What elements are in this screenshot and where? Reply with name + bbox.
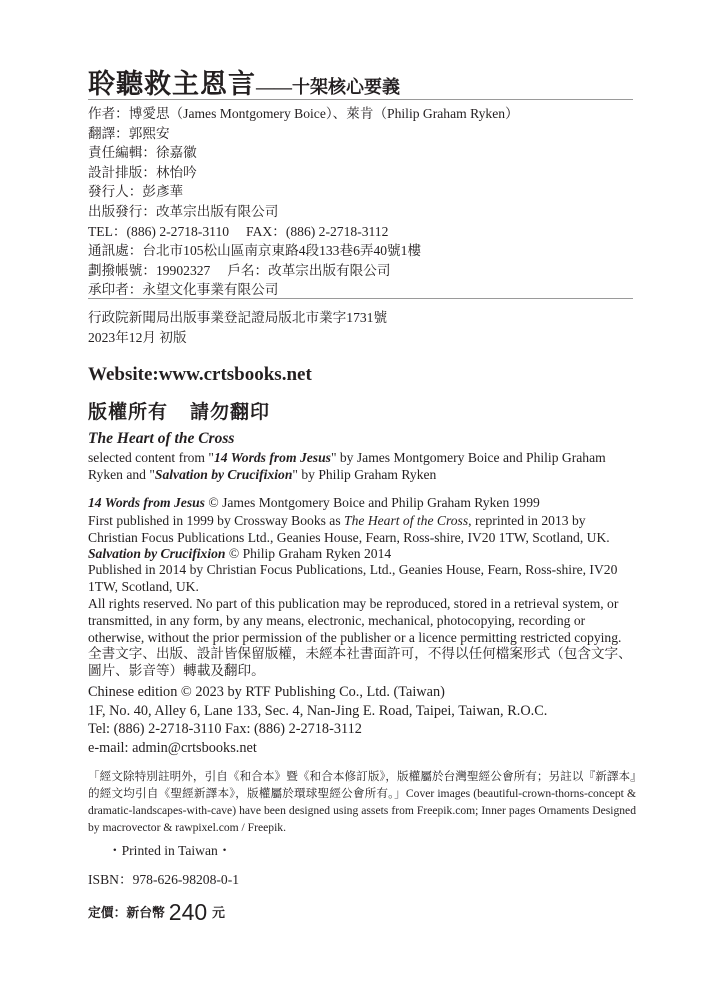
- selected-suffix: " by Philip Graham Ryken: [292, 467, 437, 482]
- printed-in-taiwan: ・Printed in Taiwan・: [108, 843, 232, 858]
- chinese-edition-phone: Tel: (886) 2-2718-3110 Fax: (886) 2-2718-3112: [88, 721, 362, 737]
- chinese-edition-block: [88, 683, 547, 757]
- chinese-edition-address: 1F, No. 40, Alley 6, Lane 133, Sec. 4, Nan-Jing E. Road, Taipei, Taiwan, R.O.C.: [88, 702, 548, 719]
- all-rights-reserved: All rights reserved. No part of this publication may be reproduced, stored in a retrieval system, or transmitted, in any form, by any means, electronic, mechanical, photocopying, recording or otherwise, without the prior permission of the publisher or a licence permitting restricted copying.: [88, 596, 622, 645]
- copy2-rest: © Philip Graham Ryken 2014: [225, 546, 392, 561]
- credit-authors: 作者：博愛思（James Montgomery Boice）、萊肯（Philip Graham Ryken）: [88, 106, 519, 121]
- copyright-1999: [88, 494, 636, 511]
- copy1-title: 14 Words from Jesus: [88, 495, 205, 510]
- credit-phone-fax: TEL：(886) 2-2718-3110 FAX：(886) 2-2718-3112: [88, 223, 389, 239]
- chinese-edition-copyright: Chinese edition © 2023 by RTF Publishing Co., Ltd. (Taiwan): [88, 684, 445, 700]
- title-subtitle: ——十架核心要義: [256, 77, 400, 97]
- first-pub-prefix: First published in 1999 by Crossway Books as: [88, 513, 345, 528]
- copy1-rest: © James Montgomery Boice and Philip Graham Ryken 1999: [204, 495, 540, 510]
- work-title-1: 14 Words from Jesus: [213, 450, 331, 465]
- divider-middle: [88, 298, 633, 299]
- divider-top: [88, 99, 633, 100]
- credit-publisher: 發行人：彭彥華: [88, 184, 184, 200]
- price-unit: 元: [212, 906, 225, 921]
- original-title: The Heart of the Cross: [88, 430, 235, 447]
- isbn: ISBN：978-626-98208-0-1: [88, 872, 240, 887]
- credit-distributor: 出版發行：改革宗出版有限公司: [88, 203, 279, 219]
- credit-address: 通訊處：台北市105松山區南京東路4段133巷6弄40號1樓: [88, 243, 422, 259]
- title-main: 聆聽救主恩言: [88, 69, 256, 99]
- published-2014: Published in 2014 by Christian Focus Publications, Ltd., Geanies House, Fearn, Ross-shire, IV20 1TW, Scotland, UK.: [88, 562, 618, 594]
- credit-designer: 設計排版：林怡吟: [88, 164, 197, 180]
- credit-printer: 承印者：永望文化事業有限公司: [88, 282, 279, 298]
- copy2-title: Salvation by Crucifixion: [88, 546, 226, 561]
- website-link[interactable]: Website:www.crtsbooks.net: [88, 364, 312, 385]
- rights-notice: [88, 397, 270, 424]
- rights-reserved: 版權所有: [88, 402, 169, 423]
- selected-prefix: selected content from ": [88, 450, 214, 465]
- first-pub-title: The Heart of the Cross: [344, 513, 469, 528]
- first-published: [88, 512, 636, 546]
- scripture-image-note: 「經文除特別註明外，引自《和合本》暨《和合本修訂版》，版權屬於台灣聖經公會所有；另註以『新譯本』的經文均引自《聖經新譯本》，版權屬於環球聖經公會所有。」Cover images (beautiful-crown-thorns-concept & dramatic-landscapes-with-cave) have been designed using assets from Freepik.com; Inner pages Ornaments Designed by macrovector & rawpixel.com / Freepik.: [88, 770, 636, 834]
- no-reprint: 請勿翻印: [190, 402, 271, 423]
- selected-mid: " by James Montgomery Boice and Philip Graham Ryken and ": [88, 450, 606, 482]
- credit-editor: 責任編輯：徐嘉徽: [88, 145, 197, 161]
- first-pub-rest: , reprinted in 2013 by Christian Focus Publications Ltd., Geanies House, Fearn, Ross-shire, IV20 1TW, Scotland, UK.: [88, 513, 610, 545]
- chinese-edition-email: e-mail: admin@crtsbooks.net: [88, 739, 257, 756]
- chinese-rights-notice: 全書文字、出版、設計皆保留版權，未經本社書面許可，不得以任何檔案形式（包含文字、圖片、影音等）轉載及翻印。: [88, 646, 632, 678]
- work-title-2: Salvation by Crucifixion: [154, 467, 293, 482]
- credit-translator: 翻譯：郭熙安: [88, 125, 170, 141]
- price-label: 定價：新台幣: [88, 906, 165, 921]
- selected-content: [88, 449, 636, 483]
- price: [88, 899, 225, 926]
- registration-block: [88, 308, 387, 347]
- registration-license: 行政院新聞局出版事業登記證局版北市業字1731號: [88, 310, 388, 325]
- edition-date: 2023年12月 初版: [88, 329, 187, 345]
- copyright-2014: [88, 545, 636, 562]
- book-title: [88, 62, 400, 101]
- credit-postal-account: 劃撥帳號：19902327 戶名：改革宗出版有限公司: [88, 262, 391, 278]
- price-amount: 240: [168, 899, 208, 925]
- credits-block: [88, 104, 519, 300]
